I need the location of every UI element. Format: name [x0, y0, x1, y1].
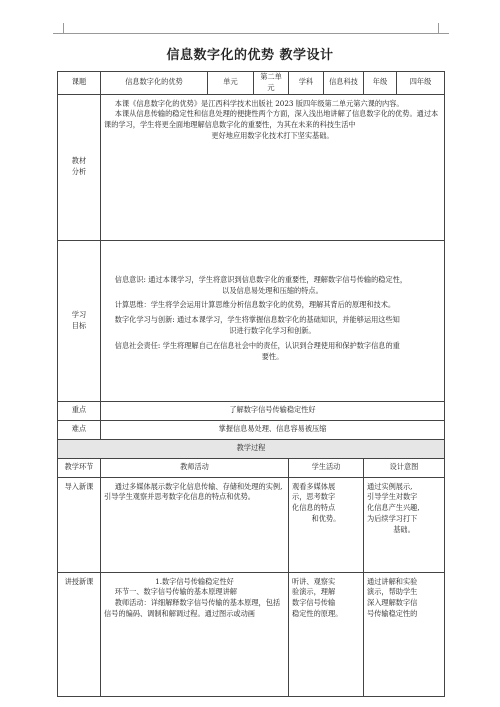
objectives-label: 学习 目标	[58, 240, 101, 401]
process-header-row	[58, 439, 445, 458]
column-student: 学生活动	[289, 458, 364, 477]
objective-4: 信息社会责任: 学生将理解自己在信息社会中的责任，认识到合理使用和保护数字信息的重	[114, 340, 400, 350]
column-intent: 设计意图	[364, 458, 445, 477]
process-header: 教学过程	[58, 439, 445, 458]
analysis-label: 教材 分析	[58, 94, 101, 240]
analysis-paragraph-2: 本课从信息传输的稳定性和信息处理的便捷性两个方面，深入浅出地讲解了信息数字化的优势。通过本课的学习，学生将更全面地理解信息数字化的重要性，为其在未来的科技生活中	[104, 109, 439, 130]
analysis-row	[58, 94, 445, 240]
stage-new-lesson: 讲授新课	[58, 572, 101, 696]
key-point-label: 重点	[58, 401, 101, 420]
subject-value: 信息科技	[324, 72, 364, 95]
analysis-paragraph-2-end: 更好地应用数字化技术打下坚实基础。	[211, 130, 334, 140]
difficulty-row	[58, 420, 445, 439]
unit-value: 第二单元	[254, 72, 289, 95]
student-activity-new-lesson: 听讲、观察实 验演示，理解 数字信号传输 稳定性的原理。	[289, 572, 364, 696]
key-point-value: 了解数字信号传输稳定性好	[101, 401, 445, 420]
analysis-paragraph-1: 本课《信息数字化的优势》是江西科学技术出版社 2023 版四年级第二单元第六课的内容。	[114, 98, 404, 108]
header-rule	[63, 33, 438, 34]
objectives-row	[58, 240, 445, 401]
objective-4-end: 要性。	[261, 351, 284, 361]
topic-label: 课题	[58, 72, 101, 95]
objective-3: 数字化学习与创新: 通过本课学习，学生将掌握信息数字化的基础知识，并能够运用这些知	[114, 315, 400, 325]
analysis-content	[101, 94, 445, 240]
teacher-activity-new-lesson: 1.数字信号传输稳定性好 环节一、数字信号传输的基本原理讲解 教师活动：详细解释数字信号传输的基本原理，包括信号的编码、调制和解调过程。通过图示或动画	[101, 572, 289, 696]
key-point-row	[58, 401, 445, 420]
lesson-plan-table	[57, 71, 445, 697]
process-columns-row	[58, 458, 445, 477]
objective-1-end: 以及信息易处理和压缩的特点。	[222, 285, 323, 295]
objectives-content	[101, 240, 445, 401]
difficulty-label: 难点	[58, 420, 101, 439]
column-stage: 教学环节	[58, 458, 101, 477]
topic-value: 信息数字化的优势	[101, 72, 208, 95]
design-intent-new-lesson: 通过讲解和实验 演示，帮助学生 深入理解数字信 号传输稳定性的	[364, 572, 445, 696]
stage-intro: 导入新课	[58, 477, 101, 572]
info-row	[58, 72, 445, 95]
subject-label: 学科	[289, 72, 324, 95]
objective-3-end: 识进行数字化学习和创新。	[229, 325, 316, 335]
corner-crop-mark-right	[438, 23, 449, 34]
student-activity-intro: 观看多媒体展 示，思考数字 化信息的特点 和优势。	[289, 477, 364, 572]
grade-label: 年级	[364, 72, 397, 95]
objective-2: 计算思维：学生将学会运用计算思维分析信息数字化的优势，理解其背后的原理和技术。	[114, 300, 396, 310]
difficulty-value: 掌握信息易处理、信息容易被压缩	[101, 420, 445, 439]
column-teacher: 教师活动	[101, 458, 289, 477]
process-row-intro	[58, 477, 445, 572]
teacher-activity-intro: 通过多媒体展示数字化信息传输、存储和处理的实例,引导学生观察并思考数字化信息的特点和优势。	[101, 477, 289, 572]
objective-1: 信息意识: 通过本课学习，学生将意识到信息数字化的重要性，理解数字信号传输的稳定性，	[114, 274, 408, 284]
grade-value: 四年级	[397, 72, 445, 95]
process-row-new-lesson	[58, 572, 445, 696]
design-intent-intro: 通过实例展示, 引导学生对数字 化信息产生兴趣, 为后续学习打下 基础。	[364, 477, 445, 572]
document-title: 信息数字化的优势 教学设计	[166, 48, 334, 63]
unit-label: 单元	[208, 72, 254, 95]
